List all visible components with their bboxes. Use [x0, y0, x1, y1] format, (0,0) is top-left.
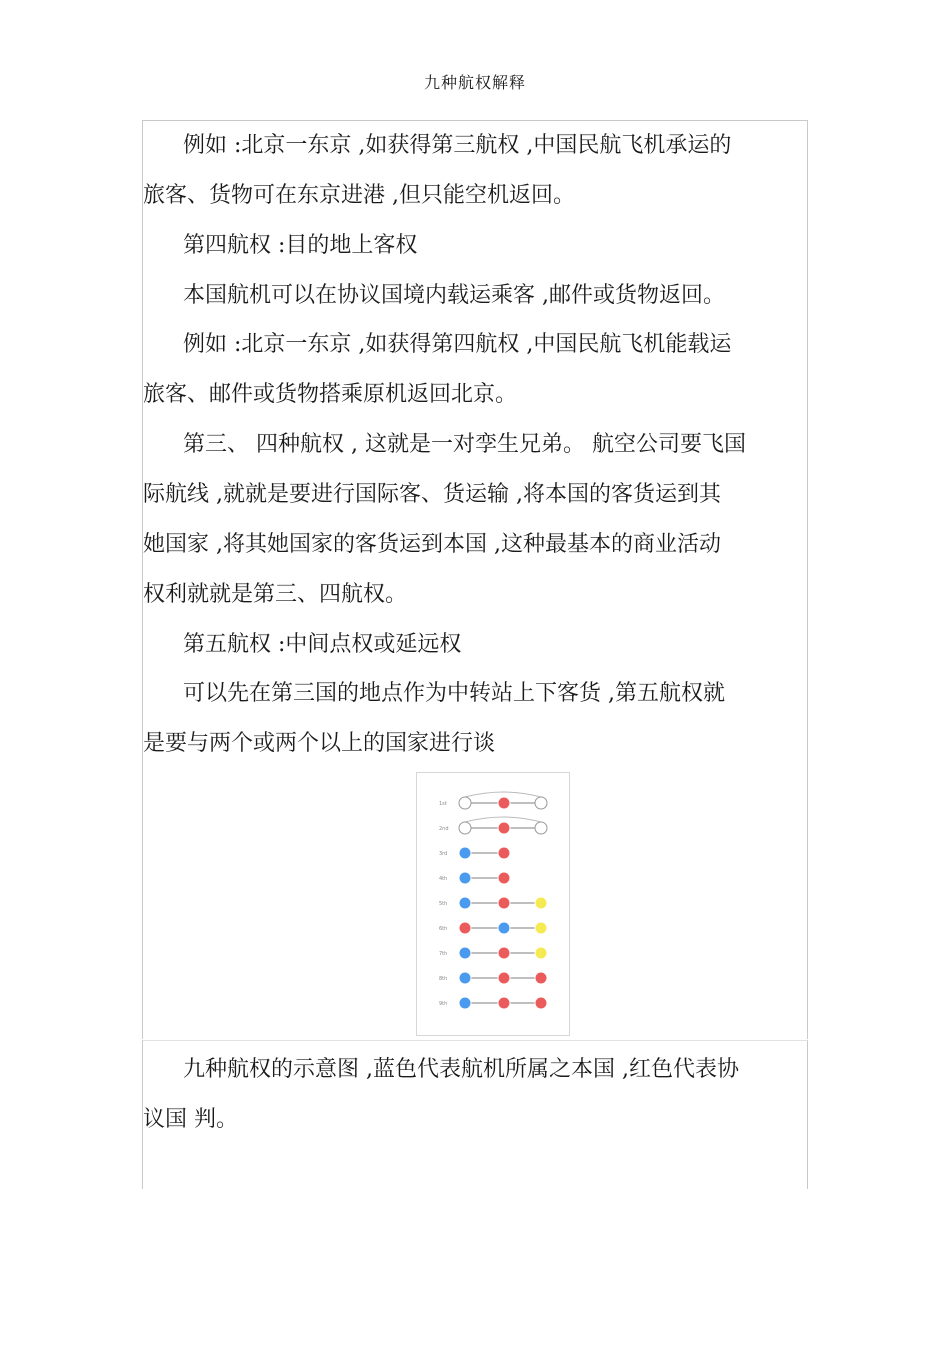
- row-label: 7th: [439, 951, 448, 957]
- paragraph-line: 旅客、邮件或货物搭乘原机返回北京。: [143, 382, 518, 407]
- paragraph-line: 可以先在第三国的地点作为中转站上下客货 ,第五航权就: [183, 681, 725, 706]
- row-label: 2nd: [439, 826, 449, 832]
- section-heading: 第四航权 :目的地上客权: [183, 233, 418, 258]
- row-label: 6th: [439, 926, 448, 932]
- route-arc: [465, 817, 541, 822]
- red-country-node: [459, 922, 471, 934]
- row-label: 8th: [439, 976, 448, 982]
- route-arc: [465, 792, 541, 797]
- paragraph-line: 旅客、货物可在东京进港 ,但只能空机返回。: [143, 183, 575, 208]
- row-label: 9th: [439, 1001, 448, 1007]
- blue-country-node: [498, 922, 510, 934]
- row-label: 1st: [439, 801, 447, 807]
- row-label: 5th: [439, 901, 448, 907]
- red-country-node: [535, 972, 547, 984]
- section-heading: 第五航权 :中间点权或延远权: [183, 632, 462, 657]
- page-title: 九种航权解释: [423, 73, 526, 92]
- red-country-node: [498, 797, 510, 809]
- white-country-node: [535, 822, 547, 834]
- paragraph-line: 是要与两个或两个以上的国家进行谈: [143, 731, 496, 756]
- red-country-node: [535, 997, 547, 1009]
- paragraph-line: 第三、 四种航权 , 这就是一对孪生兄弟。 航空公司要飞国: [183, 432, 746, 457]
- blue-country-node: [459, 972, 471, 984]
- white-country-node: [459, 822, 471, 834]
- caption-box: [142, 1040, 808, 1189]
- yellow-country-node: [535, 897, 547, 909]
- blue-country-node: [459, 897, 471, 909]
- red-country-node: [498, 947, 510, 959]
- white-country-node: [459, 797, 471, 809]
- paragraph-line: 际航线 ,就就是要进行国际客、货运输 ,将本国的客货运到其: [143, 482, 721, 507]
- red-country-node: [498, 997, 510, 1009]
- freedoms-diagram-svg: [417, 773, 569, 1035]
- paragraph-line: 本国航机可以在协议国境内载运乘客 ,邮件或货物返回。: [183, 283, 725, 308]
- paragraph-line: 例如 :北京一东京 ,如获得第三航权 ,中国民航飞机承运的: [183, 133, 732, 158]
- paragraph-line: 她国家 ,将其她国家的客货运到本国 ,这种最基本的商业活动: [143, 532, 721, 557]
- yellow-country-node: [535, 947, 547, 959]
- blue-country-node: [459, 947, 471, 959]
- row-label: 4th: [439, 876, 448, 882]
- red-country-node: [498, 847, 510, 859]
- white-country-node: [535, 797, 547, 809]
- caption-line: 议国 判。: [143, 1107, 238, 1132]
- red-country-node: [498, 822, 510, 834]
- caption-line: 九种航权的示意图 ,蓝色代表航机所属之本国 ,红色代表协: [183, 1057, 739, 1082]
- content-box: [142, 120, 808, 1039]
- yellow-country-node: [535, 922, 547, 934]
- blue-country-node: [459, 872, 471, 884]
- paragraph-line: 权利就就是第三、四航权。: [143, 582, 408, 607]
- red-country-node: [498, 897, 510, 909]
- red-country-node: [498, 872, 510, 884]
- row-label: 3rd: [439, 851, 448, 857]
- blue-country-node: [459, 847, 471, 859]
- freedoms-diagram: [416, 772, 570, 1036]
- paragraph-line: 例如 :北京一东京 ,如获得第四航权 ,中国民航飞机能载运: [183, 332, 732, 357]
- red-country-node: [498, 972, 510, 984]
- blue-country-node: [459, 997, 471, 1009]
